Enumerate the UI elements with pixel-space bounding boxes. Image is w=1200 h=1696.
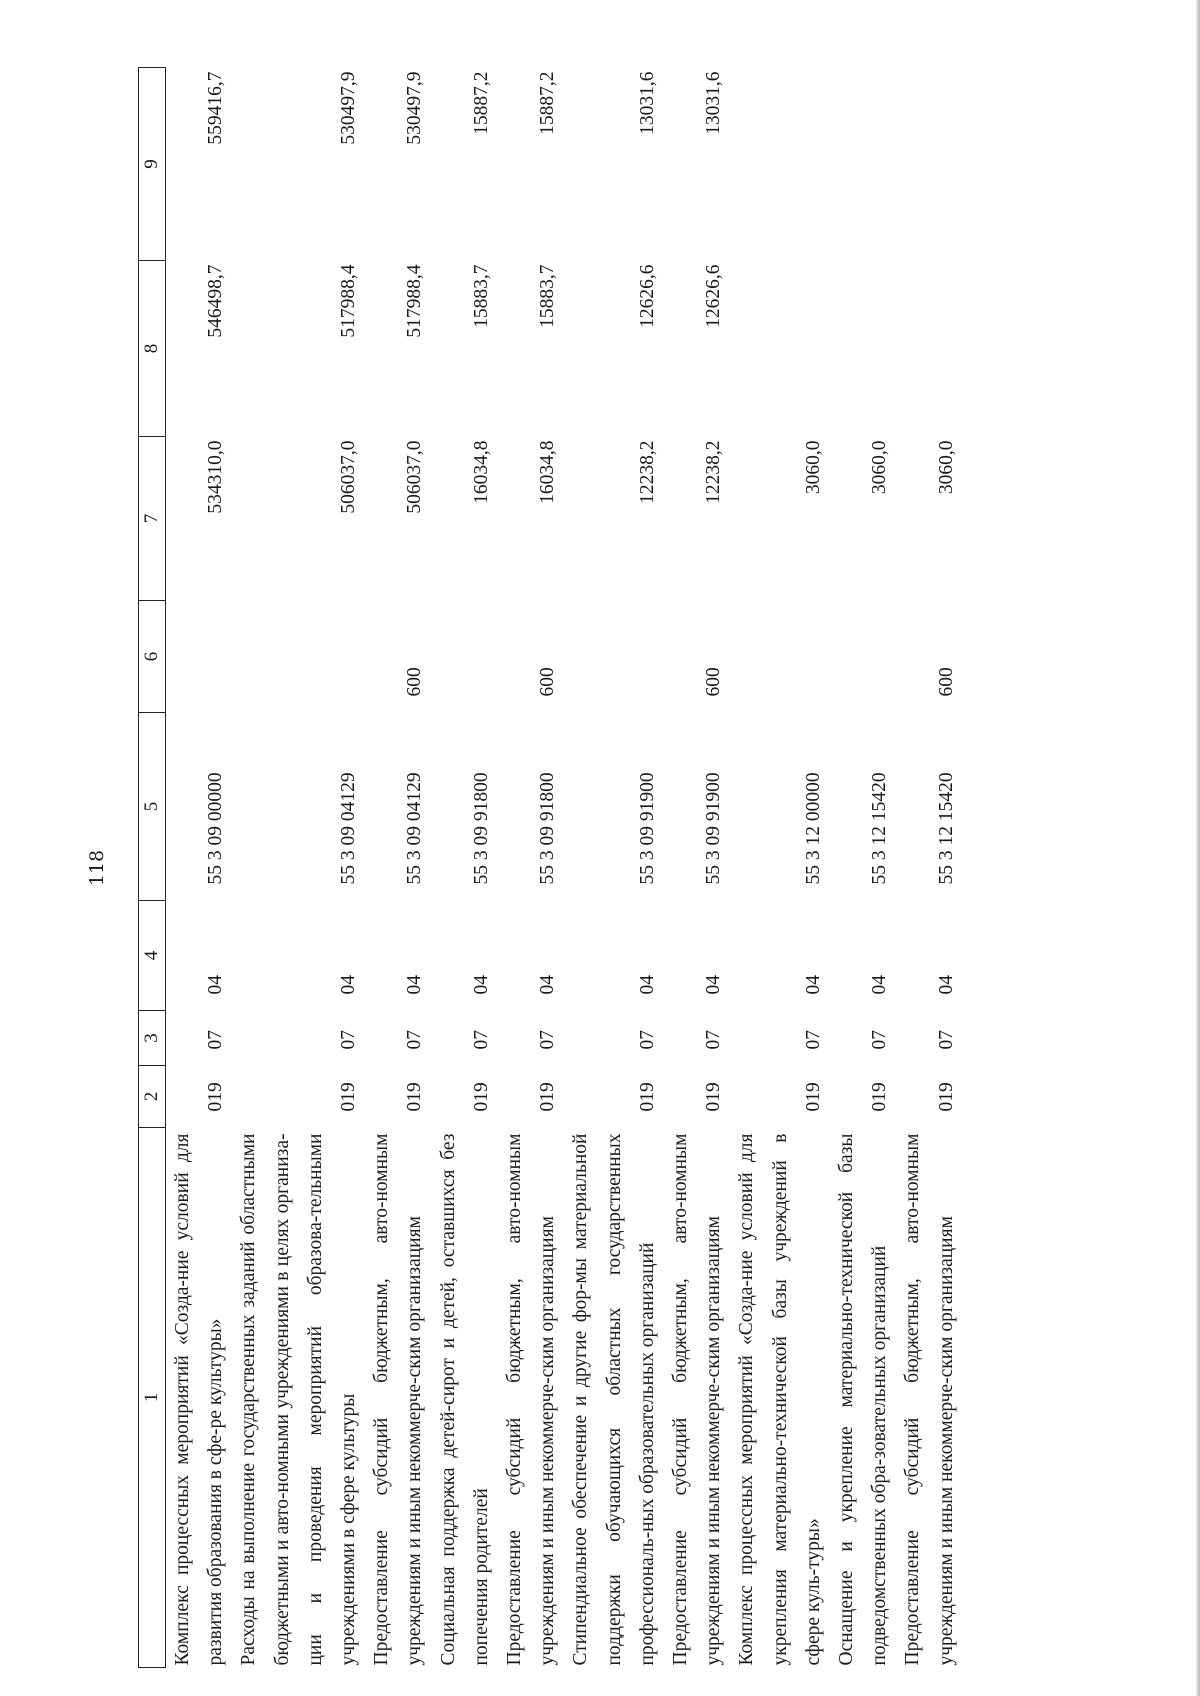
subsection-code: 04 (703, 975, 725, 995)
section-code: 07 (470, 1030, 492, 1050)
page-number: 118 (86, 849, 108, 887)
subsection-code: 04 (802, 975, 824, 995)
amount-col-9 (830, 68, 896, 261)
row-description: Комплекс процессных мероприятий «Созда-ние условий для развития образования в сфе-ре культуры» (172, 1133, 227, 1666)
row-description: Оснащение и укрепление материально-технической базы подведомственных обра-зовательных организаций (836, 1133, 891, 1666)
table-row (896, 68, 962, 1668)
subsection-code: 04 (537, 975, 559, 995)
column-header: 1 (139, 1128, 166, 1668)
ministry-code: 019 (869, 1082, 891, 1112)
amount-col-7: 12238,2 (636, 440, 658, 504)
table-row (830, 68, 896, 1668)
ministry-code: 019 (338, 1082, 360, 1112)
target-article-code: 55 3 12 00000 (802, 772, 824, 885)
target-article-code: 55 3 09 04129 (338, 772, 360, 885)
section-code: 07 (338, 1030, 360, 1050)
target-article-code: 55 3 09 04129 (404, 772, 426, 885)
amount-col-9: 15887,2 (470, 71, 492, 135)
row-description: Стипендиальное обеспечение и другие фор-мы материальной поддержки обучающихся областных государственных профессиональ-ных образовательных организаций (570, 1133, 658, 1666)
rotated-page (70, 68, 1130, 1668)
row-description: Социальная поддержка детей-сирот и детей, оставшихся без попечения родителей (437, 1133, 492, 1666)
expense-type-code (232, 601, 365, 713)
column-header: 7 (139, 437, 166, 601)
target-article-code: 55 3 12 15420 (935, 772, 957, 885)
amount-col-9 (730, 68, 830, 261)
column-header: 5 (139, 713, 166, 901)
ministry-code: 019 (470, 1082, 492, 1112)
amount-col-7: 16034,8 (470, 440, 492, 504)
amount-col-7: 3060,0 (935, 440, 957, 495)
target-article-code: 55 3 12 15420 (869, 772, 891, 885)
ministry-code: 019 (802, 1082, 824, 1112)
row-description: Предоставление субсидий бюджетным, авто-номным учреждениям и иным некоммерче-ским организациям (371, 1133, 426, 1666)
expense-type-code (432, 601, 498, 713)
table-row (664, 68, 730, 1668)
amount-col-8 (730, 261, 830, 437)
target-article-code: 55 3 09 91800 (470, 772, 492, 885)
expense-type-code: 600 (703, 667, 725, 697)
amount-col-9: 530497,9 (404, 71, 426, 145)
section-code: 07 (404, 1030, 426, 1050)
scan-edge (1196, 0, 1200, 1696)
section-code: 07 (935, 1030, 957, 1050)
table-row (365, 68, 431, 1668)
amount-col-9: 530497,9 (338, 71, 360, 145)
subsection-code: 04 (338, 975, 360, 995)
subsection-code: 04 (470, 975, 492, 995)
section-code: 07 (205, 1030, 227, 1050)
amount-col-7: 506037,0 (338, 440, 360, 514)
amount-col-7: 534310,0 (205, 440, 227, 514)
table-row (730, 68, 830, 1668)
row-description: Предоставление субсидий бюджетным, авто-номным учреждениям и иным некоммерче-ским организациям (670, 1133, 725, 1666)
expense-type-code (564, 601, 664, 713)
target-article-code: 55 3 09 91900 (703, 772, 725, 885)
column-header: 8 (139, 261, 166, 437)
section-code: 07 (869, 1030, 891, 1050)
table-row (432, 68, 498, 1668)
expense-type-code: 600 (537, 667, 559, 697)
ministry-code: 019 (935, 1082, 957, 1112)
amount-col-8: 517988,4 (338, 264, 360, 338)
amount-col-7: 16034,8 (537, 440, 559, 504)
ministry-code: 019 (537, 1082, 559, 1112)
expense-type-code: 600 (404, 667, 426, 697)
amount-col-9: 559416,7 (205, 71, 227, 145)
amount-col-8 (896, 261, 962, 437)
column-header: 6 (139, 601, 166, 713)
subsection-code: 04 (636, 975, 658, 995)
column-header: 9 (139, 68, 166, 261)
ministry-code: 019 (703, 1082, 725, 1112)
row-description: Предоставление субсидий бюджетным, авто-номным учреждениям и иным некоммерче-ским организациям (504, 1133, 559, 1666)
table-row (564, 68, 664, 1668)
amount-col-7: 12238,2 (703, 440, 725, 504)
amount-col-9 (896, 68, 962, 261)
amount-col-9: 13031,6 (703, 71, 725, 135)
amount-col-8: 15883,7 (470, 264, 492, 328)
section-code: 07 (537, 1030, 559, 1050)
subsection-code: 04 (935, 975, 957, 995)
table-body (166, 68, 963, 1668)
ministry-code: 019 (205, 1082, 227, 1112)
expense-type-code (730, 601, 830, 713)
subsection-code: 04 (404, 975, 426, 995)
target-article-code: 55 3 09 91900 (636, 772, 658, 885)
row-description: Комплекс процессных мероприятий «Созда-ние условий для укрепления материально-технической базы учреждений в сфере куль-туры» (736, 1133, 824, 1666)
table-header-row (139, 68, 166, 1668)
table-row (232, 68, 365, 1668)
amount-col-8: 517988,4 (404, 264, 426, 338)
row-description: Расходы на выполнение государственных заданий областными бюджетными и авто-номными учреждениями в целях организа-ции и проведения мероприятий образова-тельными учреждениями в сфере культуры (238, 1133, 360, 1666)
amount-col-9: 15887,2 (537, 71, 559, 135)
amount-col-9: 13031,6 (636, 71, 658, 135)
row-description: Предоставление субсидий бюджетным, авто-номным учреждениям и иным некоммерче-ским организациям (902, 1133, 957, 1666)
subsection-code: 04 (869, 975, 891, 995)
amount-col-8: 15883,7 (537, 264, 559, 328)
amount-col-8: 12626,6 (636, 264, 658, 328)
expense-type-code (166, 601, 233, 713)
subsection-code: 04 (205, 975, 227, 995)
column-header: 4 (139, 901, 166, 1011)
expense-type-code (830, 601, 896, 713)
amount-col-8: 546498,7 (205, 264, 227, 338)
table-row (498, 68, 564, 1668)
section-code: 07 (703, 1030, 725, 1050)
amount-col-8: 12626,6 (703, 264, 725, 328)
amount-col-8 (830, 261, 896, 437)
ministry-code: 019 (404, 1082, 426, 1112)
column-header: 2 (139, 1066, 166, 1128)
target-article-code: 55 3 09 91800 (537, 772, 559, 885)
column-header: 3 (139, 1011, 166, 1066)
target-article-code: 55 3 09 00000 (205, 772, 227, 885)
ministry-code: 019 (636, 1082, 658, 1112)
amount-col-7: 506037,0 (404, 440, 426, 514)
section-code: 07 (636, 1030, 658, 1050)
amount-col-7: 3060,0 (869, 440, 891, 495)
section-code: 07 (802, 1030, 824, 1050)
expense-type-code: 600 (935, 667, 957, 697)
budget-table (138, 67, 963, 1668)
amount-col-7: 3060,0 (802, 440, 824, 495)
table-row (166, 68, 233, 1668)
